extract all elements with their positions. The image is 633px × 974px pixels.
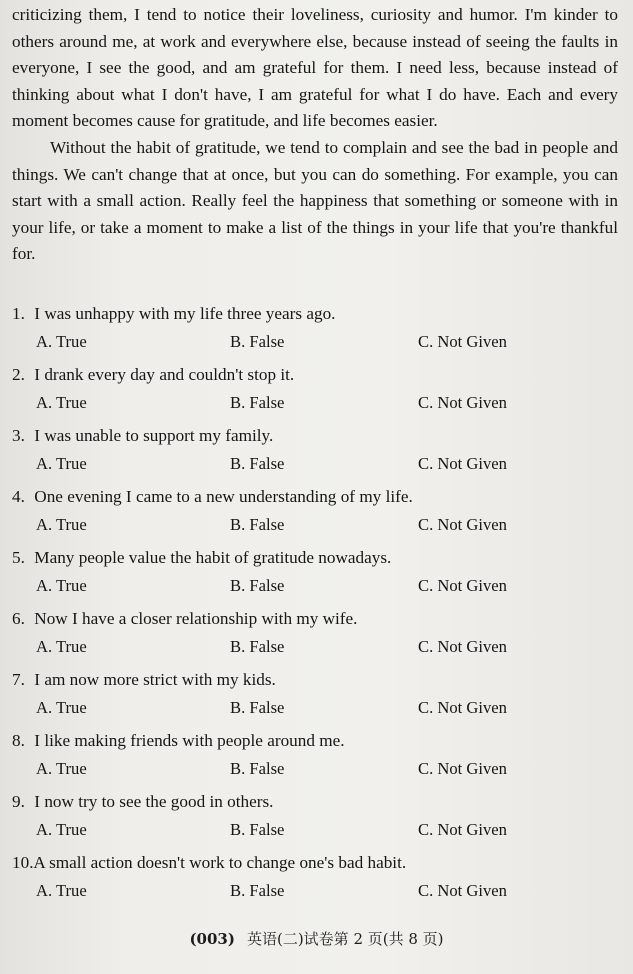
question-number: 4. [12, 487, 25, 506]
option-c: C. Not Given [418, 576, 507, 595]
option-a: A. True [36, 759, 87, 778]
question-2 [12, 365, 618, 427]
option-b: B. False [230, 698, 285, 717]
question-text: I was unable to support my family. [34, 426, 274, 445]
option-c: C. Not Given [418, 515, 507, 534]
option-c: C. Not Given [418, 698, 507, 717]
option-c: C. Not Given [418, 637, 507, 656]
option-b: B. False [230, 881, 285, 900]
question-text: Now I have a closer relationship with my wife. [34, 609, 358, 628]
option-c: C. Not Given [418, 393, 507, 412]
question-3 [12, 426, 618, 488]
option-a: A. True [36, 698, 87, 717]
question-number: 5. [12, 548, 25, 567]
question-6 [12, 609, 618, 671]
option-a: A. True [36, 576, 87, 595]
option-a: A. True [36, 820, 87, 839]
question-4 [12, 487, 618, 549]
option-c: C. Not Given [418, 454, 507, 473]
question-1 [12, 304, 618, 366]
exam-code: (003) [189, 930, 235, 948]
question-text: I drank every day and couldn't stop it. [34, 365, 295, 384]
option-b: B. False [230, 332, 285, 351]
question-number: 9. [12, 792, 25, 811]
question-7 [12, 670, 618, 732]
question-text: I like making friends with people around me. [34, 731, 345, 750]
question-number: 2. [12, 365, 25, 384]
question-8 [12, 731, 618, 793]
option-c: C. Not Given [418, 820, 507, 839]
option-b: B. False [230, 576, 285, 595]
option-b: B. False [230, 820, 285, 839]
option-a: A. True [36, 454, 87, 473]
option-b: B. False [230, 454, 285, 473]
question-number: 7. [12, 670, 25, 689]
option-b: B. False [230, 515, 285, 534]
option-c: C. Not Given [418, 881, 507, 900]
passage-paragraph-2: Without the habit of gratitude, we tend to complain and see the bad in people and things. We can't change that at once, but you can do something. For example, you can start with a small action. Really feel the happiness that something or someone with in your life, or take a moment to make a list of the things in your life that you're thankful for. [12, 137, 618, 264]
option-c: C. Not Given [418, 759, 507, 778]
question-number: 10. [12, 853, 34, 872]
question-text: One evening I came to a new understanding of my life. [34, 487, 413, 506]
option-a: A. True [36, 515, 87, 534]
option-b: B. False [230, 637, 285, 656]
page-number-text: 英语(二)试卷第 2 页(共 8 页) [246, 930, 444, 948]
option-b: B. False [230, 393, 285, 412]
question-number: 8. [12, 731, 25, 750]
option-a: A. True [36, 881, 87, 900]
question-number: 1. [12, 304, 25, 323]
question-10 [12, 853, 618, 915]
option-a: A. True [36, 332, 87, 351]
question-text: I now try to see the good in others. [34, 792, 274, 811]
question-text: I was unhappy with my life three years ago. [34, 304, 336, 323]
question-5 [12, 548, 618, 610]
option-a: A. True [36, 637, 87, 656]
page-footer [0, 928, 633, 949]
question-text: I am now more strict with my kids. [34, 670, 276, 689]
question-text: A small action doesn't work to change one's bad habit. [33, 853, 407, 872]
reading-passage [12, 2, 618, 268]
option-c: C. Not Given [418, 332, 507, 351]
option-b: B. False [230, 759, 285, 778]
question-number: 6. [12, 609, 25, 628]
question-9 [12, 792, 618, 854]
option-a: A. True [36, 393, 87, 412]
question-text: Many people value the habit of gratitude nowadays. [34, 548, 392, 567]
question-number: 3. [12, 426, 25, 445]
passage-paragraph-1: criticizing them, I tend to notice their loveliness, curiosity and humor. I'm kinder to others around me, at work and everywhere else, because instead of seeing the faults in everyone, I see the good, and am grateful for them. I need less, because instead of thinking about what I don't have, I am grateful for what I do have. Each and every moment becomes cause for gratitude, and life becomes easier. [12, 5, 618, 131]
